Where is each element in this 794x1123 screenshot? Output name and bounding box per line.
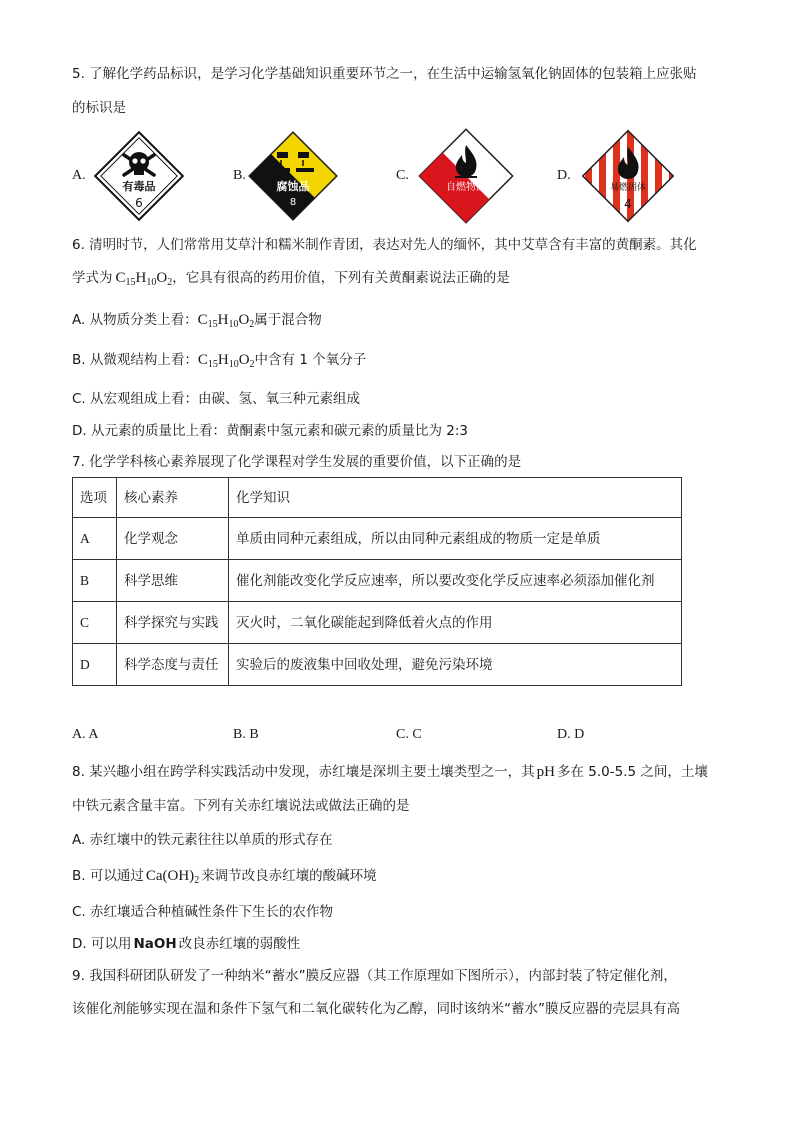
flammable-sign-number: 4	[624, 197, 632, 211]
q8-option-b-formula: $Ca(OH)_2$	[145, 868, 200, 886]
q8-stem-line2: 中铁元素含量丰富。下列有关赤红壤说法或做法正确的是	[72, 798, 410, 814]
flammable-solid-sign	[581, 129, 675, 223]
q7-answer-c: C. C	[396, 727, 422, 742]
q6-option-d: D. 从元素的质量比上看：黄酮素中氢元素和碳元素的质量比为 2:3	[72, 423, 468, 439]
q6-option-a-formula: $C_{15}H_{10}O_2$	[197, 312, 255, 330]
flame-icon	[418, 128, 514, 224]
table-cell: 单质由同种元素组成，所以由同种元素组成的物质一定是单质	[229, 518, 682, 560]
table-cell: C	[73, 602, 117, 644]
q6-stem-pre: 学式为	[72, 270, 113, 286]
q5-option-c-letter: C.	[396, 168, 409, 183]
q7-table	[72, 477, 682, 686]
q5-stem-line2: 的标识是	[72, 100, 126, 116]
q5-option-b-letter: B.	[233, 168, 246, 183]
corrosive-icon	[248, 131, 338, 221]
q8-option-c: C. 赤红壤适合种植碱性条件下生长的农作物	[72, 904, 334, 920]
q6-option-c: C. 从宏观组成上看：由碳、氢、氧三种元素组成	[72, 391, 361, 407]
q8-option-b: B. 可以通过 $Ca(OH)_2$ 来调节改良赤红壤的酸碱环境	[72, 868, 377, 886]
q6-stem-line2	[72, 268, 510, 293]
flammable-solid-icon	[581, 129, 675, 223]
q5-option-d-letter: D.	[557, 168, 571, 183]
q6-stem-line1: 6. 清明时节，人们常常用艾草汁和糯米制作青团，表达对先人的缅怀，其中艾草含有丰富的黄酮素。其化	[72, 237, 697, 253]
q8-naoh: NaOH	[133, 936, 177, 952]
table-cell: A	[73, 518, 117, 560]
table-cell: 科学态度与责任	[117, 644, 229, 686]
table-header-cell: 核心素养	[117, 478, 229, 518]
q5-option-a-letter: A.	[72, 168, 86, 183]
table-cell: 灭火时，二氧化碳能起到降低着火点的作用	[229, 602, 682, 644]
q8-option-d: D. 可以用 NaOH 改良赤红壤的弱酸性	[72, 936, 301, 952]
q6-option-a: A. 从物质分类上看：$C_{15}H_{10}O_2$属于混合物	[72, 312, 322, 330]
flammable-sign-label: 易燃固体	[609, 183, 647, 193]
table-header-row	[73, 478, 682, 518]
skull-icon	[93, 130, 185, 222]
corrosive-hazard-sign	[248, 131, 338, 221]
corrosive-sign-label: 腐蚀品	[276, 180, 310, 193]
table-header-cell: 化学知识	[229, 478, 682, 518]
table-row	[73, 602, 682, 644]
table-row	[73, 518, 682, 560]
q7-stem: 7. 化学学科核心素养展现了化学课程对学生发展的重要价值，以下正确的是	[72, 454, 522, 470]
table-cell: 科学探究与实践	[117, 602, 229, 644]
corrosive-sign-number: 8	[289, 197, 297, 208]
q9-stem-line2: 该催化剂能够实现在温和条件下氢气和二氧化碳转化为乙醇，同时该纳米“蓄水”膜反应器的壳层具有高	[72, 1001, 680, 1017]
table-row	[73, 560, 682, 602]
table-cell: D	[73, 644, 117, 686]
q7-answer-d: D. D	[557, 727, 585, 742]
q7-answer-a: A. A	[72, 727, 99, 742]
table-cell: 催化剂能改变化学反应速率，所以要改变化学反应速率必须添加催化剂	[229, 560, 682, 602]
q8-stem-line1: 8. 某兴趣小组在跨学科实践活动中发现，赤红壤是深圳主要土壤类型之一，其 pH 多在 5.0-5.5 之间，土壤	[72, 764, 708, 780]
q8-ph: pH	[536, 764, 556, 780]
table-cell: B	[73, 560, 117, 602]
table-cell: 科学思维	[117, 560, 229, 602]
table-row	[73, 644, 682, 686]
q7-answer-b: B. B	[233, 727, 259, 742]
q8-option-a: A. 赤红壤中的铁元素往往以单质的形式存在	[72, 832, 333, 848]
q6-option-b-formula: $C_{15}H_{10}O_2$	[197, 352, 255, 370]
toxic-sign-number: 6	[135, 196, 143, 210]
spontaneous-sign-label: 自燃物品	[446, 182, 486, 193]
table-cell: 实验后的废液集中回收处理，避免污染环境	[229, 644, 682, 686]
spontaneous-combustion-sign	[418, 128, 514, 224]
table-header-cell: 选项	[73, 478, 117, 518]
q6-formula: $C_{15}H_{10}O_2$	[115, 270, 173, 288]
q6-stem-post: ，它具有很高的药用价值，下列有关黄酮素说法正确的是	[172, 270, 510, 286]
q5-stem-line1: 5. 了解化学药品标识，是学习化学基础知识重要环节之一，在生活中运输氢氧化钠固体的包装箱上应张贴	[72, 66, 697, 82]
toxic-sign-label: 有毒品	[122, 180, 156, 193]
toxic-hazard-sign	[93, 130, 185, 222]
q9-stem-line1: 9. 我国科研团队研发了一种纳米“蓄水”膜反应器（其工作原理如下图所示），内部封装了特定催化剂，	[72, 968, 677, 984]
table-cell: 化学观念	[117, 518, 229, 560]
q6-option-b: B. 从微观结构上看：$C_{15}H_{10}O_2$中含有 1 个氧分子	[72, 352, 367, 370]
